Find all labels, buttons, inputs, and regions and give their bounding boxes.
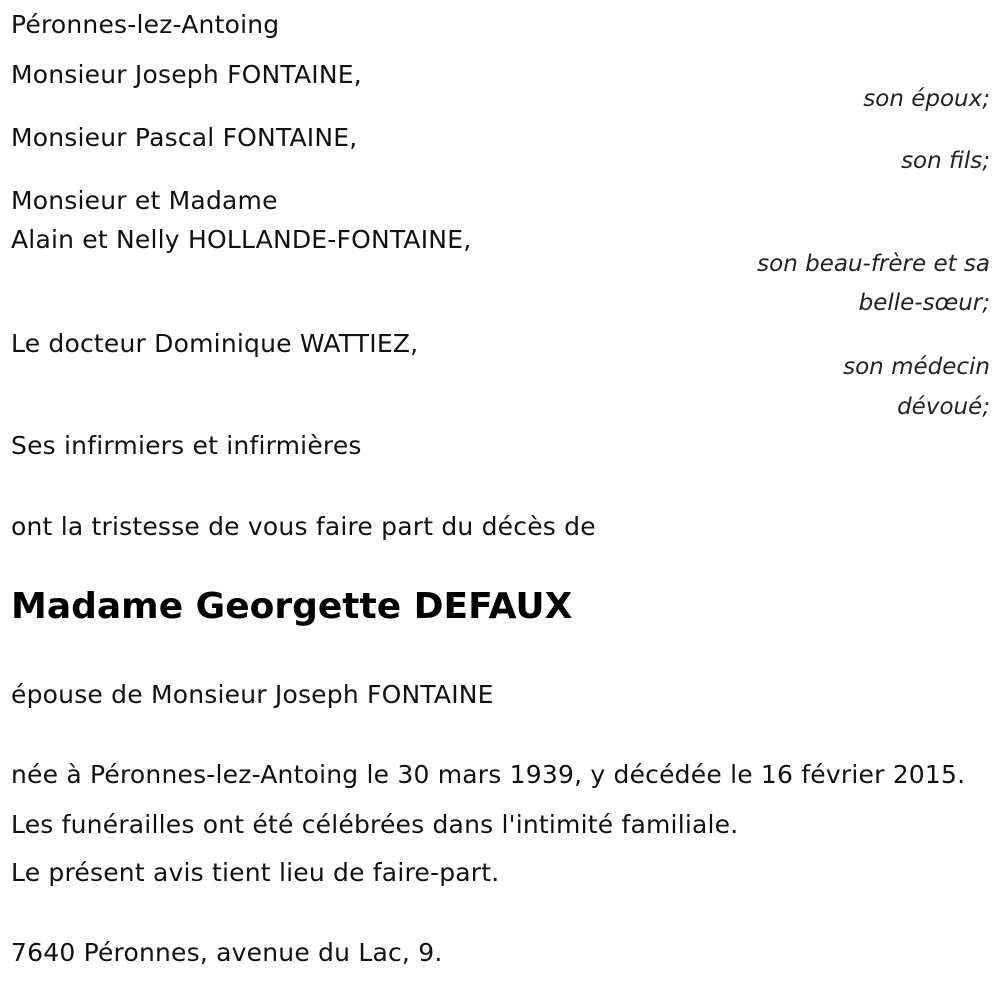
address-line: 7640 Péronnes, avenue du Lac, 9. bbox=[11, 938, 443, 967]
spouse-line: épouse de Monsieur Joseph FONTAINE bbox=[11, 680, 494, 709]
funeral-line: Les funérailles ont été célébrées dans l'intimité familiale. bbox=[11, 810, 739, 839]
relation-spouse: son époux; bbox=[863, 86, 990, 112]
family-name-spouse: Monsieur Joseph FONTAINE, bbox=[11, 60, 362, 89]
relation-doctor-line2: dévoué; bbox=[897, 394, 990, 420]
family-name-son: Monsieur Pascal FONTAINE, bbox=[11, 123, 358, 152]
relation-doctor-line1: son médecin bbox=[843, 354, 990, 380]
family-name-nurses: Ses infirmiers et infirmières bbox=[11, 431, 362, 460]
family-name-inlaws-line2: Alain et Nelly HOLLANDE-FONTAINE, bbox=[11, 225, 472, 254]
announcement-text: ont la tristesse de vous faire part du décès de bbox=[11, 512, 596, 541]
deceased-name: Madame Georgette DEFAUX bbox=[11, 586, 573, 627]
relation-inlaws-line2: belle-sœur; bbox=[858, 290, 990, 316]
family-name-inlaws-line1: Monsieur et Madame bbox=[11, 186, 278, 215]
birth-death-line: née à Péronnes-lez-Antoing le 30 mars 1939, y décédée le 16 février 2015. bbox=[11, 760, 966, 789]
family-name-doctor: Le docteur Dominique WATTIEZ, bbox=[11, 329, 419, 358]
relation-son: son fils; bbox=[901, 148, 990, 174]
relation-inlaws-line1: son beau-frère et sa bbox=[757, 251, 990, 277]
notice-line: Le présent avis tient lieu de faire-part. bbox=[11, 858, 500, 887]
locality: Péronnes-lez-Antoing bbox=[11, 10, 280, 39]
